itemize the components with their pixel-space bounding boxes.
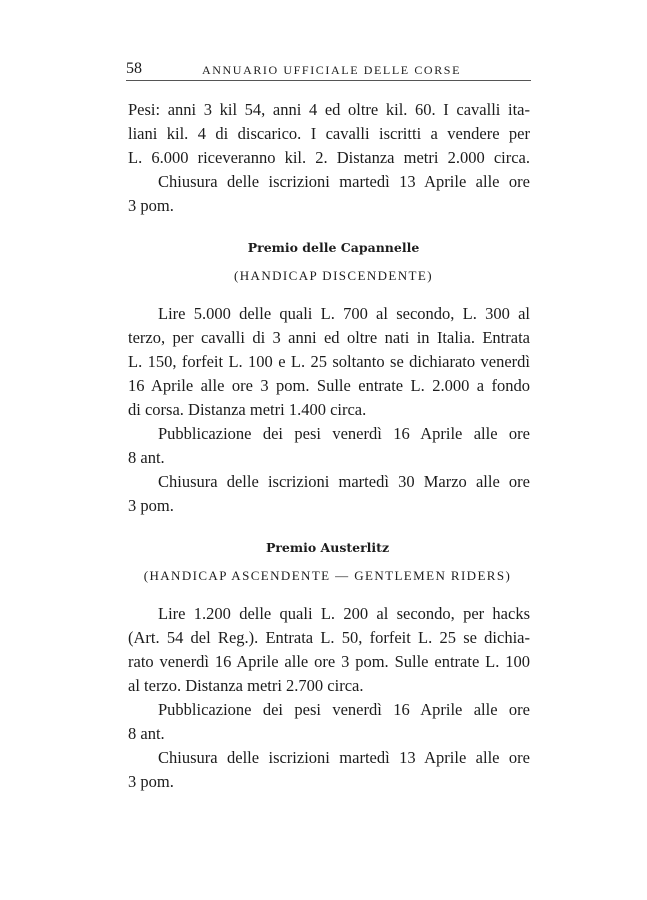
intro-line-2: liani kil. 4 di discarico. I cavalli iscritti a vendere per — [128, 124, 530, 143]
page-header — [126, 58, 531, 81]
page-number: 58 — [126, 60, 142, 77]
s1-line-8: Chiusura delle iscrizioni martedì 30 Marzo alle ore — [158, 472, 530, 491]
s1-line-4: 16 Aprile alle ore 3 pom. Sulle entrate L. 2.000 a fondo — [128, 376, 530, 395]
s1-line-1: Lire 5.000 delle quali L. 700 al secondo, L. 300 al — [158, 304, 530, 323]
s1-line-9: 3 pom. — [128, 496, 174, 515]
s2-line-2: (Art. 54 del Reg.). Entrata L. 50, forfeit L. 25 se dichia- — [128, 628, 530, 647]
s2-line-5: Pubblicazione dei pesi venerdì 16 Aprile alle ore — [158, 700, 530, 719]
s1-line-6: Pubblicazione dei pesi venerdì 16 Aprile alle ore — [158, 424, 530, 443]
s2-line-7: Chiusura delle iscrizioni martedì 13 Aprile alle ore — [158, 748, 530, 767]
s2-line-4: al terzo. Distanza metri 2.700 circa. — [128, 676, 364, 695]
s1-line-3: L. 150, forfeit L. 100 e L. 25 soltanto se dichiarato venerdì — [128, 352, 530, 371]
s1-line-5: di corsa. Distanza metri 1.400 circa. — [128, 400, 367, 419]
s2-line-3: rato venerdì 16 Aprile alle ore 3 pom. Sulle entrate L. 100 — [128, 652, 530, 671]
intro-line-4: Chiusura delle iscrizioni martedì 13 Aprile alle ore — [158, 172, 530, 191]
s2-line-8: 3 pom. — [128, 772, 174, 791]
section-title-capannelle: Premio delle Capannelle — [247, 240, 420, 255]
intro-line-1: Pesi: anni 3 kil 54, anni 4 ed oltre kil. 60. I cavalli ita- — [128, 100, 530, 119]
running-title: ANNUARIO UFFICIALE DELLE CORSE — [202, 63, 461, 77]
section-title-austerlitz: Premio Austerlitz — [265, 540, 390, 555]
section-subtitle-capannelle: (HANDICAP DISCENDENTE) — [234, 268, 433, 283]
s1-line-2: terzo, per cavalli di 3 anni ed oltre nati in Italia. Entrata — [128, 328, 530, 347]
intro-line-3: L. 6.000 riceveranno kil. 2. Distanza metri 2.000 circa. — [128, 148, 530, 167]
intro-line-5: 3 pom. — [128, 196, 174, 215]
s1-line-7: 8 ant. — [128, 448, 165, 467]
s2-line-1: Lire 1.200 delle quali L. 200 al secondo, per hacks — [158, 604, 530, 623]
s2-line-6: 8 ant. — [128, 724, 165, 743]
section-subtitle-austerlitz: (HANDICAP ASCENDENTE — GENTLEMEN RIDERS) — [143, 568, 512, 583]
